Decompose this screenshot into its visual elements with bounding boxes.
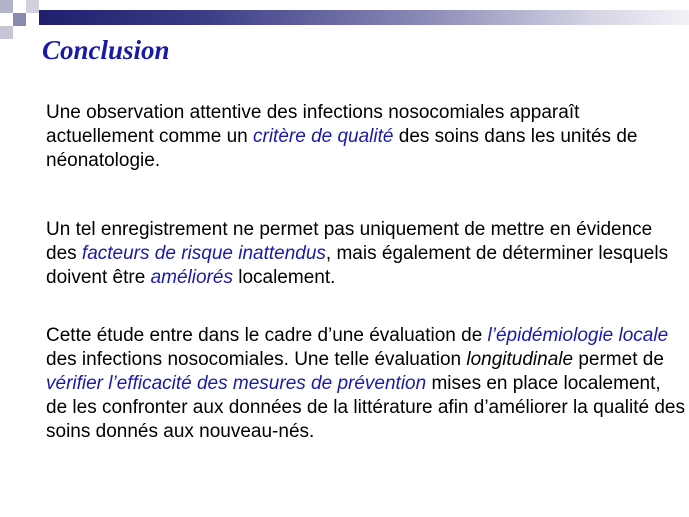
emphasis-text: facteurs de risque inattendus: [81, 243, 326, 264]
paragraph-text: des infections nosocomiales. Une telle évaluation: [46, 349, 467, 370]
paragraph-risk-factors: [46, 218, 686, 290]
decor-square: [13, 13, 26, 26]
slide-title: Conclusion: [42, 35, 170, 65]
decor-square: [0, 0, 13, 13]
emphasis-text: vérifier l’efficacité des mesures de prévention: [46, 373, 427, 394]
paragraph-text: des soins dans les unités de néonatologie.: [46, 126, 638, 171]
emphasis-text: améliorés: [150, 267, 233, 288]
paragraph-quality-criterion: [46, 101, 686, 173]
paragraph-text: Un tel enregistrement ne permet pas uniquement de mettre en évidence des: [46, 219, 653, 264]
header-gradient-bar: [39, 10, 689, 25]
paragraph-text: permet de: [573, 349, 664, 370]
decor-square: [0, 13, 13, 26]
decor-square: [26, 26, 39, 39]
decor-square: [13, 0, 26, 13]
paragraph-text: Cette étude entre dans le cadre d’une évaluation de: [46, 325, 488, 346]
paragraph-text: Une observation attentive des infections nosocomiales apparaît actuellement comme un: [46, 102, 580, 147]
paragraph-text: mises en place localement, de les confronter aux données de la littérature afin d’améliorer la qualité des soins donnés aux nouveau-nés.: [46, 373, 685, 442]
decor-square: [26, 13, 39, 26]
italic-text: longitudinale: [466, 349, 574, 370]
paragraph-text: localement.: [232, 267, 336, 288]
paragraph-text: , mais également de déterminer lesquels doivent être: [46, 243, 669, 288]
emphasis-text: critère de qualité: [253, 126, 394, 147]
decor-square: [13, 26, 26, 39]
decor-square: [0, 26, 13, 39]
emphasis-text: l’épidémiologie locale: [487, 325, 669, 346]
decor-square: [26, 0, 39, 13]
paragraph-local-epidemiology: [46, 324, 686, 444]
